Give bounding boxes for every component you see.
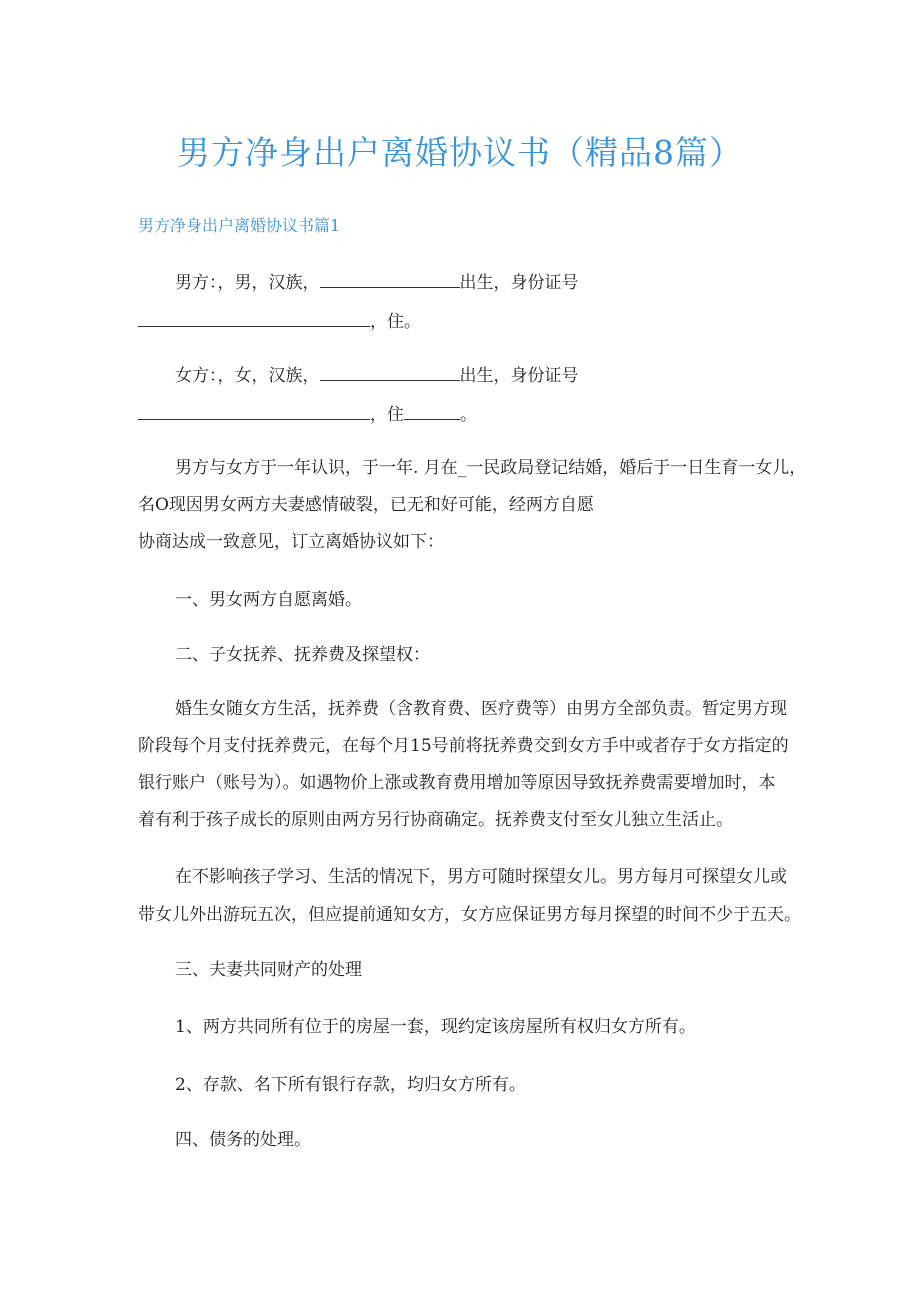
custody-paragraph: 银行账户（账号为）。如遇物价上涨或教育费用增加等原因导致抚养费需要增加时，本 — [138, 773, 776, 793]
id-number-blank — [138, 309, 370, 327]
clause-custody-heading: 二、子女抚养、抚养费及探望权： — [175, 645, 430, 665]
birth-date-blank — [320, 270, 460, 288]
female-residence-label: ，住 — [370, 405, 404, 425]
property-item-savings: 2、存款、名下所有银行存款，均归女方所有。 — [175, 1075, 526, 1095]
custody-paragraph: 着有利于孩子成长的原则由两方另行协商确定。抚养费支付至女儿独立生活止。 — [138, 810, 733, 830]
birth-date-blank — [320, 363, 460, 381]
female-residence-end: 。 — [460, 405, 477, 425]
clause-divorce: 一、男女两方自愿离婚。 — [175, 590, 362, 610]
visitation-paragraph: 在不影响孩子学习、生活的情况下，男方可随时探望女儿。男方每月可探望女儿或 — [175, 867, 787, 887]
male-id-line — [138, 309, 421, 334]
visitation-paragraph: 带女儿外出游玩五次，但应提前通知女方，女方应保证男方每月探望的时间不少于五天。 — [138, 905, 801, 925]
clause-debt-heading: 四、债务的处理。 — [175, 1130, 311, 1150]
address-blank — [404, 402, 460, 420]
female-id-line — [138, 402, 477, 427]
female-party-label: 女方：，女，汉族， — [175, 366, 320, 386]
male-party-line — [175, 270, 579, 295]
male-born-label: 出生，身份证号 — [459, 273, 579, 293]
intro-paragraph: 协商达成一致意见，订立离婚协议如下： — [138, 532, 444, 552]
intro-paragraph: 名O现因男女两方夫妻感情破裂，已无和好可能，经两方自愿 — [138, 495, 594, 515]
female-born-label: 出生，身份证号 — [459, 366, 579, 386]
property-item-house: 1、两方共同所有位于的房屋一套，现约定该房屋所有权归女方所有。 — [175, 1017, 696, 1037]
male-residence-label: ，住。 — [370, 312, 421, 332]
male-party-label: 男方：，男，汉族， — [175, 273, 320, 293]
document-title: 男方净身出户离婚协议书（精品8篇） — [177, 133, 743, 172]
female-party-line — [175, 363, 579, 388]
intro-paragraph: 男方与女方于一年认识，于一年. 月在_一民政局登记结婚，婚后于一日生育一女儿， — [175, 458, 807, 478]
section-heading: 男方净身出户离婚协议书篇1 — [138, 216, 341, 235]
id-number-blank — [138, 402, 370, 420]
custody-paragraph: 阶段每个月支付抚养费元，在每个月15号前将抚养费交到女方手中或者存于女方指定的 — [138, 736, 789, 756]
clause-property-heading: 三、夫妻共同财产的处理 — [175, 960, 362, 980]
custody-paragraph: 婚生女随女方生活，抚养费（含教育费、医疗费等）由男方全部负责。暂定男方现 — [175, 699, 787, 719]
